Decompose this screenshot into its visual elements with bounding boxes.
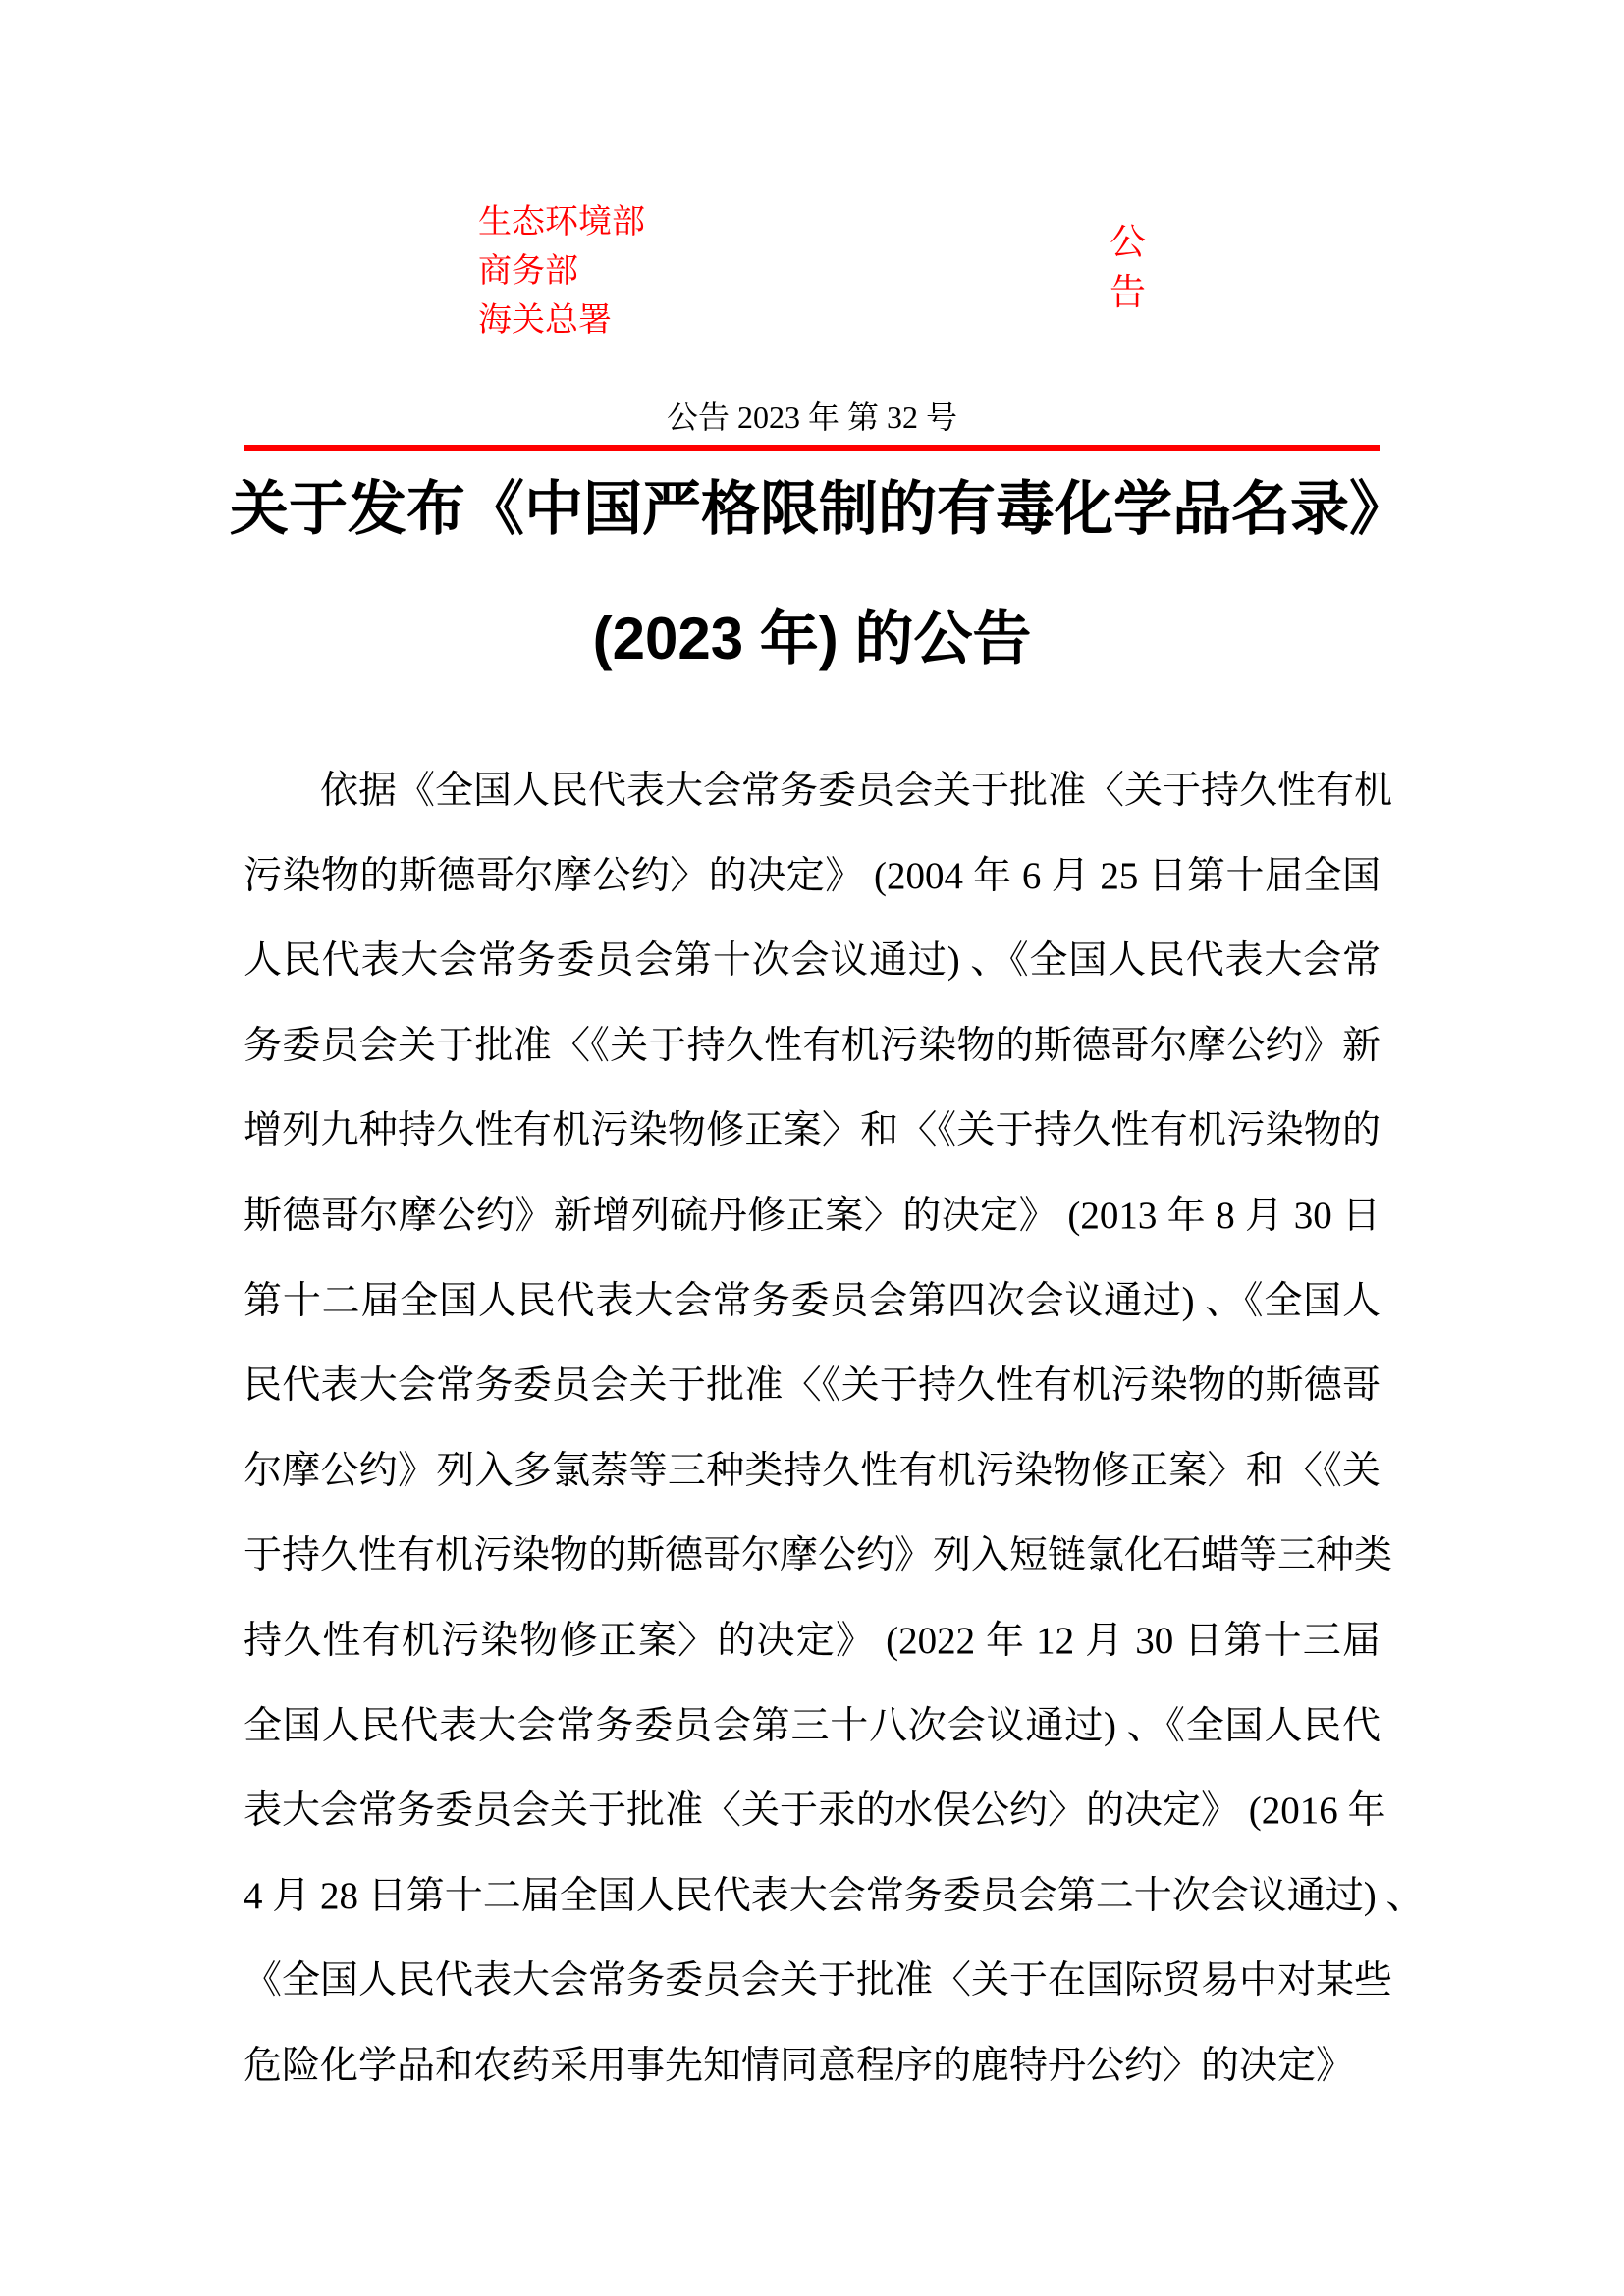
- doc-number: 公告 2023 年 第 32 号: [666, 400, 957, 435]
- body-line: 增列九种持久性有机污染物修正案〉和〈《关于持久性有机污染物的: [244, 1109, 1380, 1152]
- issuer-line: 海关总署: [478, 302, 612, 339]
- body-line: 人民代表大会常务委员会第十次会议通过) 、《全国人民代表大会常: [244, 939, 1380, 983]
- body-line: 第十二届全国人民代表大会常务委员会第四次会议通过) 、《全国人: [244, 1279, 1380, 1322]
- doc-title-line-2: (2023 年) 的公告: [592, 606, 1032, 671]
- doc-type-char: 告: [1110, 273, 1146, 313]
- body-line: 于持久性有机污染物的斯德哥尔摩公约》列入短链氯化石蜡等三种类: [244, 1534, 1393, 1577]
- doc-type-char: 公: [1110, 223, 1146, 263]
- body-line: 依据《全国人民代表大会常务委员会关于批准〈关于持久性有机: [320, 770, 1393, 812]
- body-paragraph: [244, 749, 1425, 2109]
- red-divider: [244, 445, 1380, 451]
- body-line: 尔摩公约》列入多氯萘等三种类持久性有机污染物修正案〉和〈《关: [244, 1449, 1380, 1492]
- doc-type-vertical: [1110, 218, 1146, 318]
- body-line: 务委员会关于批准〈《关于持久性有机污染物的斯德哥尔摩公约》新: [244, 1024, 1380, 1067]
- body-line: 4 月 28 日第十二届全国人民代表大会常务委员会第二十次会议通过) 、: [244, 1874, 1425, 1917]
- body-line: 持久性有机污染物修正案〉的决定》 (2022 年 12 月 30 日第十三届: [244, 1619, 1380, 1662]
- body-line: 《全国人民代表大会常务委员会关于批准〈关于在国际贸易中对某些: [244, 1959, 1393, 2002]
- issuing-agencies: [478, 198, 645, 346]
- body-line: 表大会常务委员会关于批准〈关于汞的水俣公约〉的决定》 (2016 年: [244, 1789, 1386, 1833]
- doc-title-line-1: 关于发布《中国严格限制的有毒化学品名录》: [230, 476, 1408, 542]
- issuer-line: 生态环境部: [478, 204, 645, 240]
- body-line: 危险化学品和农药采用事先知情同意程序的鹿特丹公约〉的决定》: [244, 2044, 1355, 2087]
- body-line: 民代表大会常务委员会关于批准〈《关于持久性有机污染物的斯德哥: [244, 1364, 1380, 1408]
- body-line: 斯德哥尔摩公约》新增列硫丹修正案〉的决定》 (2013 年 8 月 30 日: [244, 1194, 1380, 1237]
- body-line: 污染物的斯德哥尔摩公约〉的决定》 (2004 年 6 月 25 日第十届全国: [244, 854, 1380, 897]
- body-line: 全国人民代表大会常务委员会第三十八次会议通过) 、《全国人民代: [244, 1704, 1380, 1747]
- issuer-line: 商务部: [478, 253, 578, 290]
